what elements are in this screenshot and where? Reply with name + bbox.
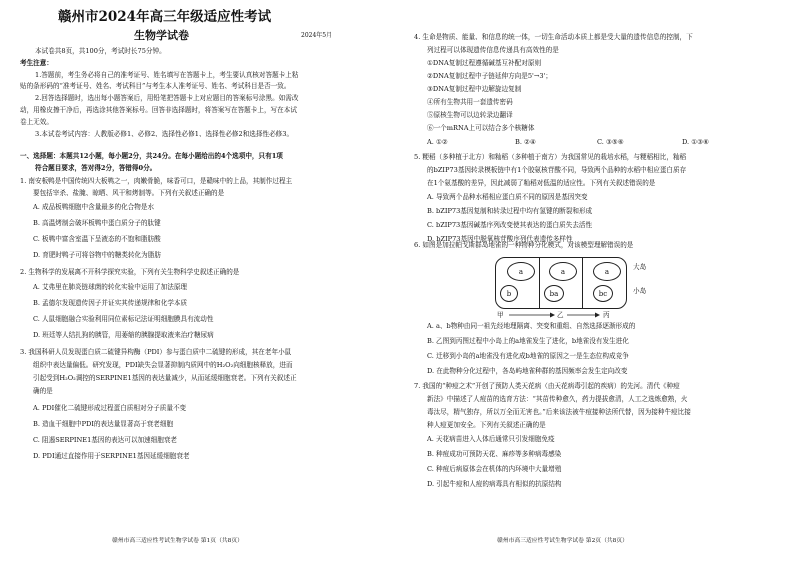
note-2a: 2.回答选择题时，选出每小题答案后，用铅笔把答题卡上对应题目的答案标号涂黑。如需改 (35, 94, 299, 102)
species-ba-small-island-2: ba (544, 285, 564, 302)
q4-option-d: D. ①③⑥ (682, 138, 709, 146)
q2-option-a: A. 艾弗里在肺炎链球菌的转化实验中运用了加法原理 (33, 283, 188, 291)
stage-yi: 乙 (557, 311, 564, 319)
q7-option-b: B. 种痘成功可预防天花、麻疹等多种病毒感染 (427, 450, 562, 458)
q7-option-c: C. 种痘后病原体会在机体的内环境中大量增殖 (427, 465, 562, 473)
q1-option-d: D. 育肥时鸭子可将谷物中的糖类转化为脂肪 (33, 251, 161, 259)
stage-bing: 丙 (603, 311, 610, 319)
q4-item-1: ①DNA复制过程遵循碱基互补配对原则 (427, 59, 542, 67)
page-footer-right: 赣州市高三适应性考试生物学试卷 第2页（共8页） (497, 538, 628, 544)
note-2c: 卷上无效。 (20, 118, 53, 126)
q7-stem-1: 7. 我国的“种痘之术”开创了预防人类天花病（由天花病毒引起的疾病）的先河。清代《种痘 (414, 382, 680, 390)
q4-stem-1: 4. 生命是物质、能量、和信息的统一体，一切生命活动本质上都是受大量的遗传信息的控制，下 (414, 33, 693, 41)
q6-option-b: B. 乙图到丙图过程中小岛上的a地雀发生了进化，b地雀没有发生进化 (427, 337, 629, 345)
q3-stem-4: 确的是 (33, 387, 53, 395)
q2-option-b: B. 孟德尔发现遗传因子并证实其传递规律和化学本质 (33, 299, 188, 307)
q1-option-b: B. 高温烤制会破坏板鸭中蛋白质分子的肽键 (33, 219, 161, 227)
q6-option-c: C. 迁移到小岛的a地雀没有进化成b地雀的原因之一是生态位构成竞争 (427, 352, 629, 360)
q7-stem-2: 新法》中描述了人痘苗的选育方法：“其苗传种愈久，药力提拔愈清，人工之选炼愈熟，火 (427, 395, 688, 403)
q3-stem-1: 3. 我国科研人员发现蛋白质二硫键异构酶（PDI）参与蛋白质中二硫键的形成，其在老年小鼠 (20, 348, 292, 356)
note-label: 考生注意： (20, 59, 53, 67)
note-2b: 动，用橡皮擦干净后，再选涂其他答案标号。回答非选择题时，将答案写在答题卡上，写在本试 (20, 106, 297, 114)
q5-option-c: C. bZIP73基因碱基序列改变使其表达的蛋白质失去活性 (427, 221, 593, 229)
species-a-big-island-2: a (549, 262, 577, 281)
speciation-diagram (495, 257, 727, 327)
note-3: 3.本试卷考试内容：人教版必修1、必修2、选择性必修1、选择性必修2和选择性必修3。 (35, 130, 294, 138)
q4-option-c: C. ③⑤⑥ (597, 138, 624, 146)
exam-title: 赣州市2024年高三年级适应性考试 (58, 9, 272, 25)
q3-stem-3: 引起受到H₂O₂调控的SERPINE1基因的表达量减少，从而延缓细胞衰老。下列有关叙述正 (33, 374, 297, 382)
q1-option-c: C. 板鸭中富含室温下呈液态的不饱和脂肪酸 (33, 235, 161, 243)
q4-item-4: ④所有生物共用一套遗传密码 (427, 98, 513, 106)
q3-option-d: D. PDI通过直接作用于SERPINE1基因延缓细胞衰老 (33, 452, 190, 460)
q1-stem-2: 要包括宰杀、盐腌、晾晒、风干和烤制等。下列有关叙述正确的是 (33, 189, 225, 197)
section1-b: 符合题目要求，答对得2分，答错得0分。 (35, 164, 157, 172)
q1-stem-1: 1. 南安板鸭是中国传统四大板鸭之一，肉嫩骨脆，味香可口，是赣味中的上品，其制作过程主 (20, 177, 293, 185)
q2-stem: 2. 生物科学的发展离不开科学探究实验，下列有关生物科学史叙述正确的是 (20, 268, 240, 276)
q2-option-c: C. 人鼠细胞融合实验利用同位素标记法证明细胞膜具有流动性 (33, 315, 214, 323)
note-intro: 本试卷共8页，共100分，考试时长75分钟。 (35, 47, 166, 55)
q5-option-b: B. bZIP73基因复制和转录过程中均有氢键的断裂和形成 (427, 207, 593, 215)
note-1a: 1.答题前，考生务必将自己的准考证号、姓名填写在答题卡上，考生要认真核对答题卡上粘 (35, 71, 299, 79)
q7-option-a: A. 天花病苗进入人体后通常只引发细胞免疫 (427, 435, 555, 443)
species-bc-small-island-3: bc (593, 285, 613, 302)
q3-option-a: A. PDI催化二硫键形成过程蛋白质相对分子质量不变 (33, 404, 187, 412)
q4-stem-2: 列过程可以体现遗传信息传递具有高效性的是 (427, 46, 559, 54)
q4-item-3: ③DNA复制过程中边解旋边复制 (427, 85, 522, 93)
q3-stem-2: 组织中表达量偏低。研究发现，PDI缺失会显著抑制内质网中的H₂O₂向细胞核释放，进而 (33, 361, 293, 369)
section1-a: 一、选择题：本题共12小题，每小题2分，共24分。在每小题给出的4个选项中，只有1项 (20, 152, 283, 160)
label-big-island: 大岛 (633, 263, 647, 271)
q1-option-a: A. 成品板鸭细胞中含量最多的化合物是水 (33, 203, 155, 211)
q5-stem-3: 在1个氨基酸的差异，因此减弱了籼稻对低温的适应性。下列有关叙述错误的是 (427, 179, 656, 187)
q5-option-a: A. 导致两个品种水稻相应蛋白质不同的原因是基因突变 (427, 193, 588, 201)
exam-subtitle: 生物学试卷 (134, 29, 189, 42)
q4-item-5: ⑤原核生物可以边转录边翻译 (427, 111, 513, 119)
q7-stem-4: 种人痘更加安全。下列有关叙述正确的是 (427, 421, 546, 429)
q6-option-a: A. a、b物种由同一祖先经地理隔离、突变和重组、自然选择逐渐形成的 (427, 322, 636, 330)
q5-stem-2: 的bZIP73基因转录模板链中有1个胶氨核苷酸不同，导致两个品种的水稻中相应蛋白质存 (427, 166, 687, 174)
q4-item-2: ②DNA复制过程中子链延伸方向是5'→3'； (427, 72, 552, 80)
q4-option-a: A. ①② (427, 138, 448, 146)
exam-date: 2024年5月 (301, 32, 333, 39)
q5-option-d: D. bZIP73基因中脱氧核苷酸序列代表遗传多样性 (427, 235, 573, 243)
q7-option-d: D. 引起牛痘和人痘的病毒具有相似的抗原结构 (427, 480, 562, 488)
q7-stem-3: 毒汰尽，精气独存，所以万全而无害也。”后来该法被牛痘接种法所代替，因为接种牛痘比接 (427, 408, 691, 416)
q3-option-c: C. 阻遏SERPINE1基因的表达可以加速细胞衰老 (33, 436, 178, 444)
q6-stem: 6. 如图是加拉帕戈斯群岛地雀的一种物种分化模式，对该模型理解错误的是 (414, 241, 634, 249)
q3-option-b: B. 造血干细胞中PDI的表达量显著高于衰老细胞 (33, 420, 174, 428)
species-b-small-island-1: b (500, 285, 518, 302)
q5-stem-1: 5. 粳稻（多种植于北方）和籼稻（多种植于南方）为我国常见的栽培水稻，与粳稻相比，籼稻 (414, 153, 687, 161)
stage-jia: 甲 (497, 311, 504, 319)
q2-option-d: D. 班廷等人结扎狗的胰管，用萎缩的胰腺提取液来治疗糖尿病 (33, 331, 214, 339)
right-page (397, 0, 794, 561)
note-1b: 贴的条形码的“准考证号、姓名、考试科目”与考生本人准考证号、姓名、考试科目是否一致。 (20, 82, 291, 90)
species-a-big-island-3: a (593, 262, 621, 281)
q4-option-b: B. ②④ (515, 138, 536, 146)
q4-item-6: ⑥一个mRNA上可以结合多个核糖体 (427, 124, 535, 132)
species-a-big-island-1: a (507, 262, 535, 281)
q6-option-d: D. 在此物种分化过程中，各岛屿地雀种群的基因频率会发生定向改变 (427, 367, 628, 375)
page-footer-left: 赣州市高三适应性考试生物学试卷 第1页（共8页） (112, 538, 243, 544)
label-small-island: 小岛 (633, 287, 647, 295)
